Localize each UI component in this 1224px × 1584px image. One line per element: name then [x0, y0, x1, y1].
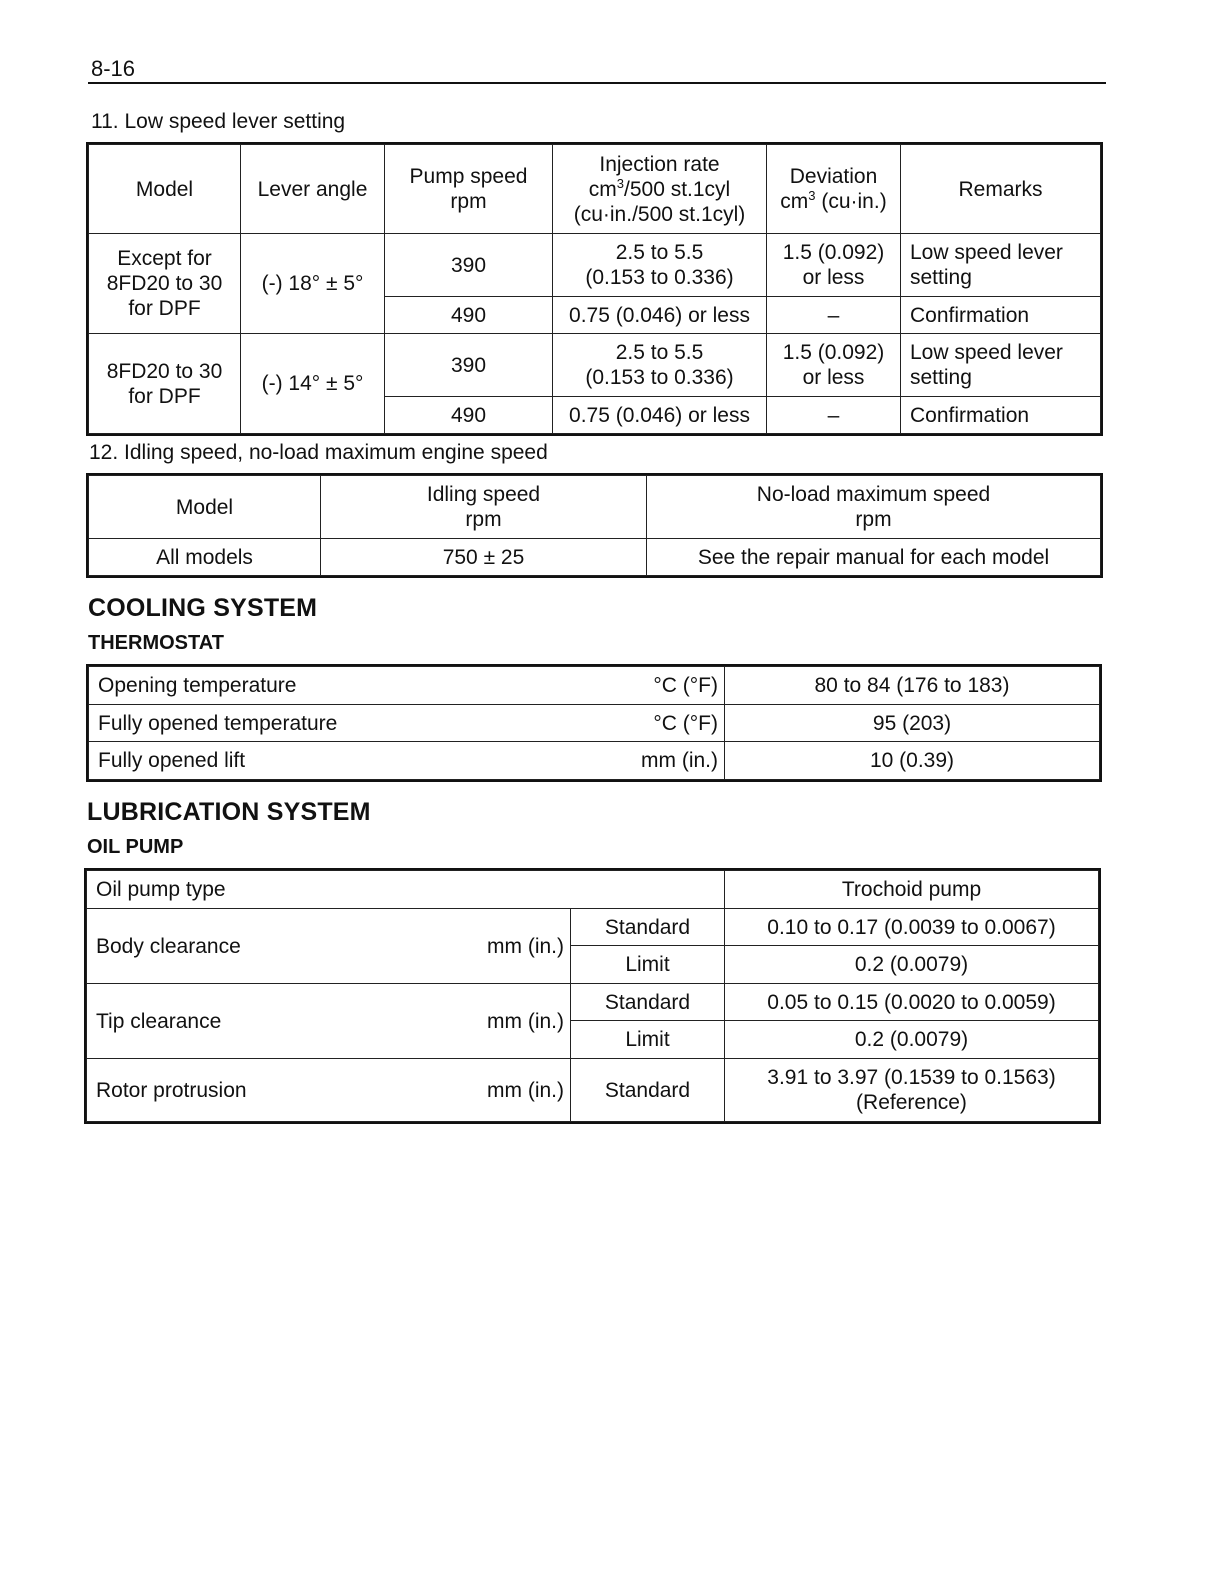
- oil-pump-subheading: OIL PUMP: [87, 836, 184, 858]
- idling-table: [88, 475, 1101, 576]
- table-row: [89, 334, 1101, 397]
- oil-pump-table: [86, 870, 1099, 1122]
- table-row: [89, 705, 1100, 742]
- pump-speed-cell: 390: [385, 234, 553, 297]
- tip-limit-value-cell: 0.2 (0.0079): [725, 1021, 1099, 1059]
- low-speed-title: 11. Low speed lever setting: [91, 110, 346, 133]
- low-speed-table: [88, 144, 1101, 434]
- table-row: [87, 909, 1099, 946]
- lever-angle-cell: (-) 18° ± 5°: [241, 234, 385, 334]
- table-row: [87, 1059, 1099, 1122]
- rotor-protrusion-label-cell: Rotor protrusion mm (in.): [87, 1059, 571, 1122]
- opening-temp-value-cell: 80 to 84 (176 to 183): [725, 667, 1100, 705]
- rotor-standard-label-cell: Standard: [571, 1059, 725, 1122]
- col-injection-rate-header: Injection rate $cm^3/500$ st.1cyl (cu·in./500 st.1cyl): [553, 145, 767, 234]
- tip-clearance-label-cell: Tip clearance mm (in.): [87, 984, 571, 1059]
- thermostat-subheading: THERMOSTAT: [88, 632, 224, 654]
- remarks-cell: Confirmation: [901, 397, 1101, 434]
- table-row: [87, 871, 1099, 909]
- pump-speed-cell: 390: [385, 334, 553, 397]
- body-limit-value-cell: 0.2 (0.0079): [725, 946, 1099, 984]
- injection-rate-cell: 2.5 to 5.5 (0.153 to 0.336): [553, 334, 767, 397]
- thermostat-table: [88, 666, 1100, 780]
- model-cell: All models: [89, 539, 321, 576]
- page-number: 8-16: [91, 56, 136, 81]
- tip-standard-value-cell: 0.05 to 0.15 (0.0020 to 0.0059): [725, 984, 1099, 1021]
- col-noload-header: No-load maximum speed rpm: [647, 476, 1101, 539]
- rotor-value-cell: 3.91 to 3.97 (0.1539 to 0.1563) (Reference): [725, 1059, 1099, 1122]
- pump-speed-cell: 490: [385, 397, 553, 434]
- opening-temp-label-cell: Opening temperature °C (°F): [89, 667, 725, 705]
- body-standard-label-cell: Standard: [571, 909, 725, 946]
- fully-opened-lift-label-cell: Fully opened lift mm (in.): [89, 742, 725, 780]
- remarks-cell: Low speed lever setting: [901, 334, 1101, 397]
- model-cell: 8FD20 to 30 for DPF: [89, 334, 241, 434]
- remarks-cell: Confirmation: [901, 297, 1101, 334]
- injection-rate-cell: 0.75 (0.046) or less: [553, 397, 767, 434]
- table-row: [89, 667, 1100, 705]
- noload-speed-cell: See the repair manual for each model: [647, 539, 1101, 576]
- tip-standard-label-cell: Standard: [571, 984, 725, 1021]
- tip-limit-label-cell: Limit: [571, 1021, 725, 1059]
- table-row: [89, 234, 1101, 297]
- cooling-heading: COOLING SYSTEM: [88, 594, 318, 622]
- table-row: [89, 539, 1101, 576]
- fully-opened-temp-label-cell: Fully opened temperature °C (°F): [89, 705, 725, 742]
- col-model-header: Model: [89, 145, 241, 234]
- body-limit-label-cell: Limit: [571, 946, 725, 984]
- idling-speed-cell: 750 ± 25: [321, 539, 647, 576]
- deviation-cell: 1.5 (0.092) or less: [767, 334, 901, 397]
- col-pump-speed-header: Pump speed rpm: [385, 145, 553, 234]
- table-row: [89, 742, 1100, 780]
- idling-header-row: [89, 476, 1101, 539]
- lubrication-heading: LUBRICATION SYSTEM: [87, 798, 371, 826]
- table-row: [87, 984, 1099, 1021]
- model-cell: Except for 8FD20 to 30 for DPF: [89, 234, 241, 334]
- header-rule: [88, 82, 1106, 84]
- col-model-header: Model: [89, 476, 321, 539]
- deviation-cell: –: [767, 297, 901, 334]
- oil-pump-type-value-cell: Trochoid pump: [725, 871, 1099, 909]
- col-deviation-header: Deviation $cm^3$ (cu·in.): [767, 145, 901, 234]
- col-lever-angle-header: Lever angle: [241, 145, 385, 234]
- fully-opened-temp-value-cell: 95 (203): [725, 705, 1100, 742]
- idling-title: 12. Idling speed, no-load maximum engine speed: [89, 441, 548, 464]
- lever-angle-cell: (-) 14° ± 5°: [241, 334, 385, 434]
- pump-speed-cell: 490: [385, 297, 553, 334]
- oil-pump-type-label-cell: Oil pump type: [87, 871, 725, 909]
- injection-rate-cell: 0.75 (0.046) or less: [553, 297, 767, 334]
- body-clearance-label-cell: Body clearance mm (in.): [87, 909, 571, 984]
- deviation-cell: –: [767, 397, 901, 434]
- injection-rate-cell: 2.5 to 5.5 (0.153 to 0.336): [553, 234, 767, 297]
- col-remarks-header: Remarks: [901, 145, 1101, 234]
- low-speed-header-row: [89, 145, 1101, 234]
- fully-opened-lift-value-cell: 10 (0.39): [725, 742, 1100, 780]
- deviation-cell: 1.5 (0.092) or less: [767, 234, 901, 297]
- col-idling-header: Idling speed rpm: [321, 476, 647, 539]
- remarks-cell: Low speed lever setting: [901, 234, 1101, 297]
- body-standard-value-cell: 0.10 to 0.17 (0.0039 to 0.0067): [725, 909, 1099, 946]
